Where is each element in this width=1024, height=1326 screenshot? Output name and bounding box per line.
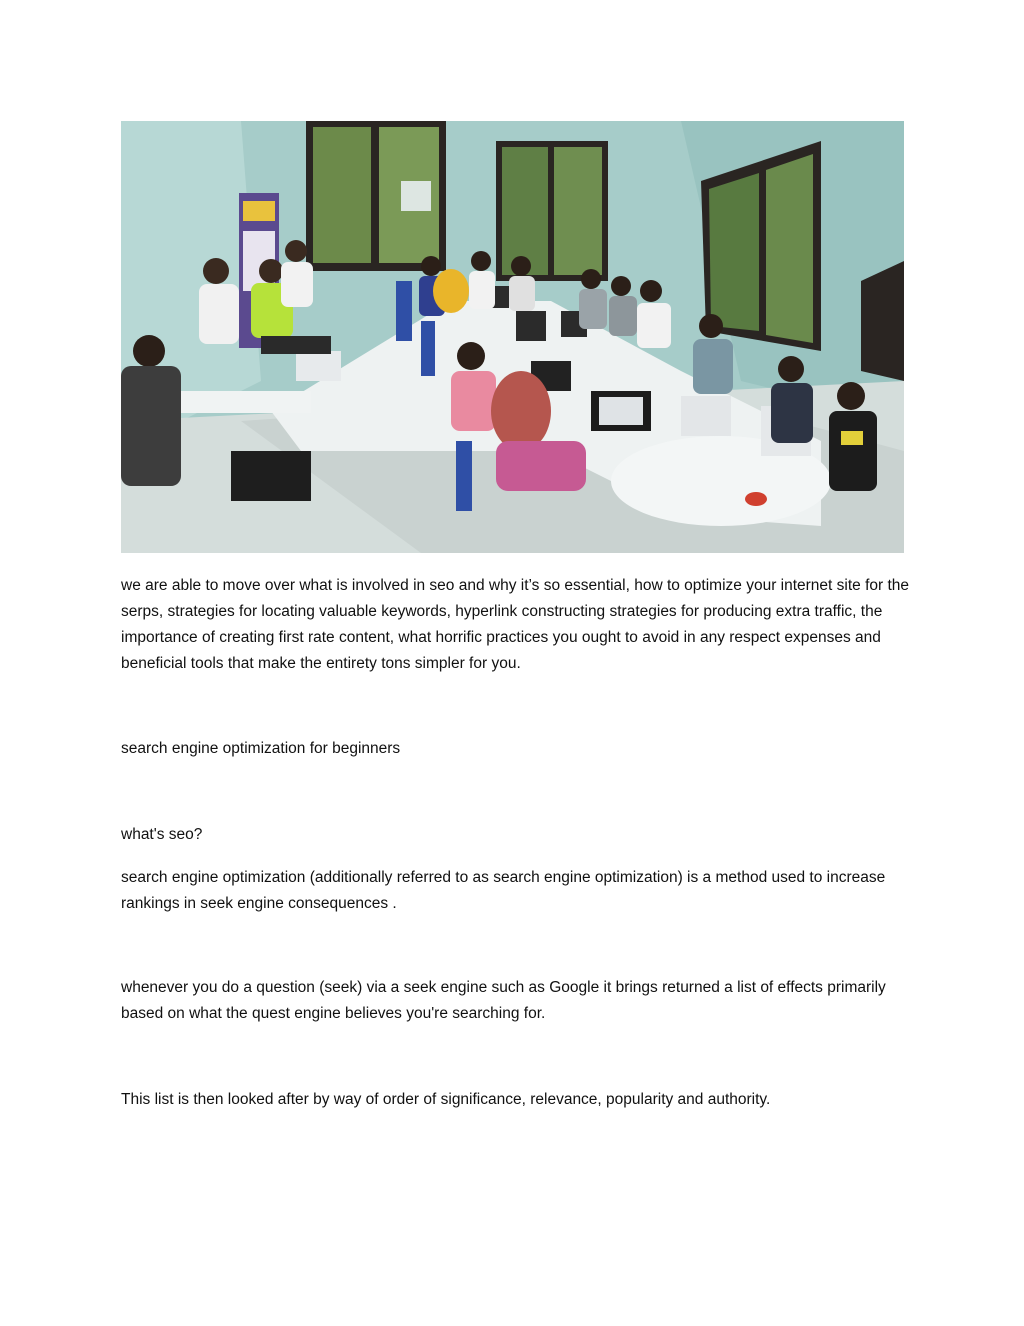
workshop-illustration — [121, 121, 904, 553]
window-left — [306, 121, 446, 271]
seo-definition-paragraph: search engine optimization (additionally referred to as search engine optimization) is a method used to increase rankings in seek engine consequences . — [121, 869, 886, 912]
section-heading-beginners: search engine optimization for beginners — [121, 740, 401, 757]
workshop-photo — [121, 121, 904, 553]
window-middle — [496, 141, 608, 281]
intro-paragraph: we are able to move over what is involved in seo and why it’s so essential, how to optimize your internet site for the serps, strategies for locating valuable keywords, hyperlink constructing strategies for producing extra traffic, the importance of creating first rate content, what horrific practices you ought to avoid in any respect expenses and beneficial tools that make the entirety tons simpler for you. — [121, 577, 910, 672]
ranking-order-paragraph: This list is then looked after by way of order of significance, relevance, popularity and authority. — [121, 1091, 771, 1108]
mouse — [745, 492, 767, 506]
search-query-paragraph: whenever you do a question (seek) via a seek engine such as Google it brings returned a list of effects primarily based on what the quest engine believes you're searching for. — [121, 979, 886, 1022]
section-heading-whats-seo: what's seo? — [121, 826, 203, 843]
